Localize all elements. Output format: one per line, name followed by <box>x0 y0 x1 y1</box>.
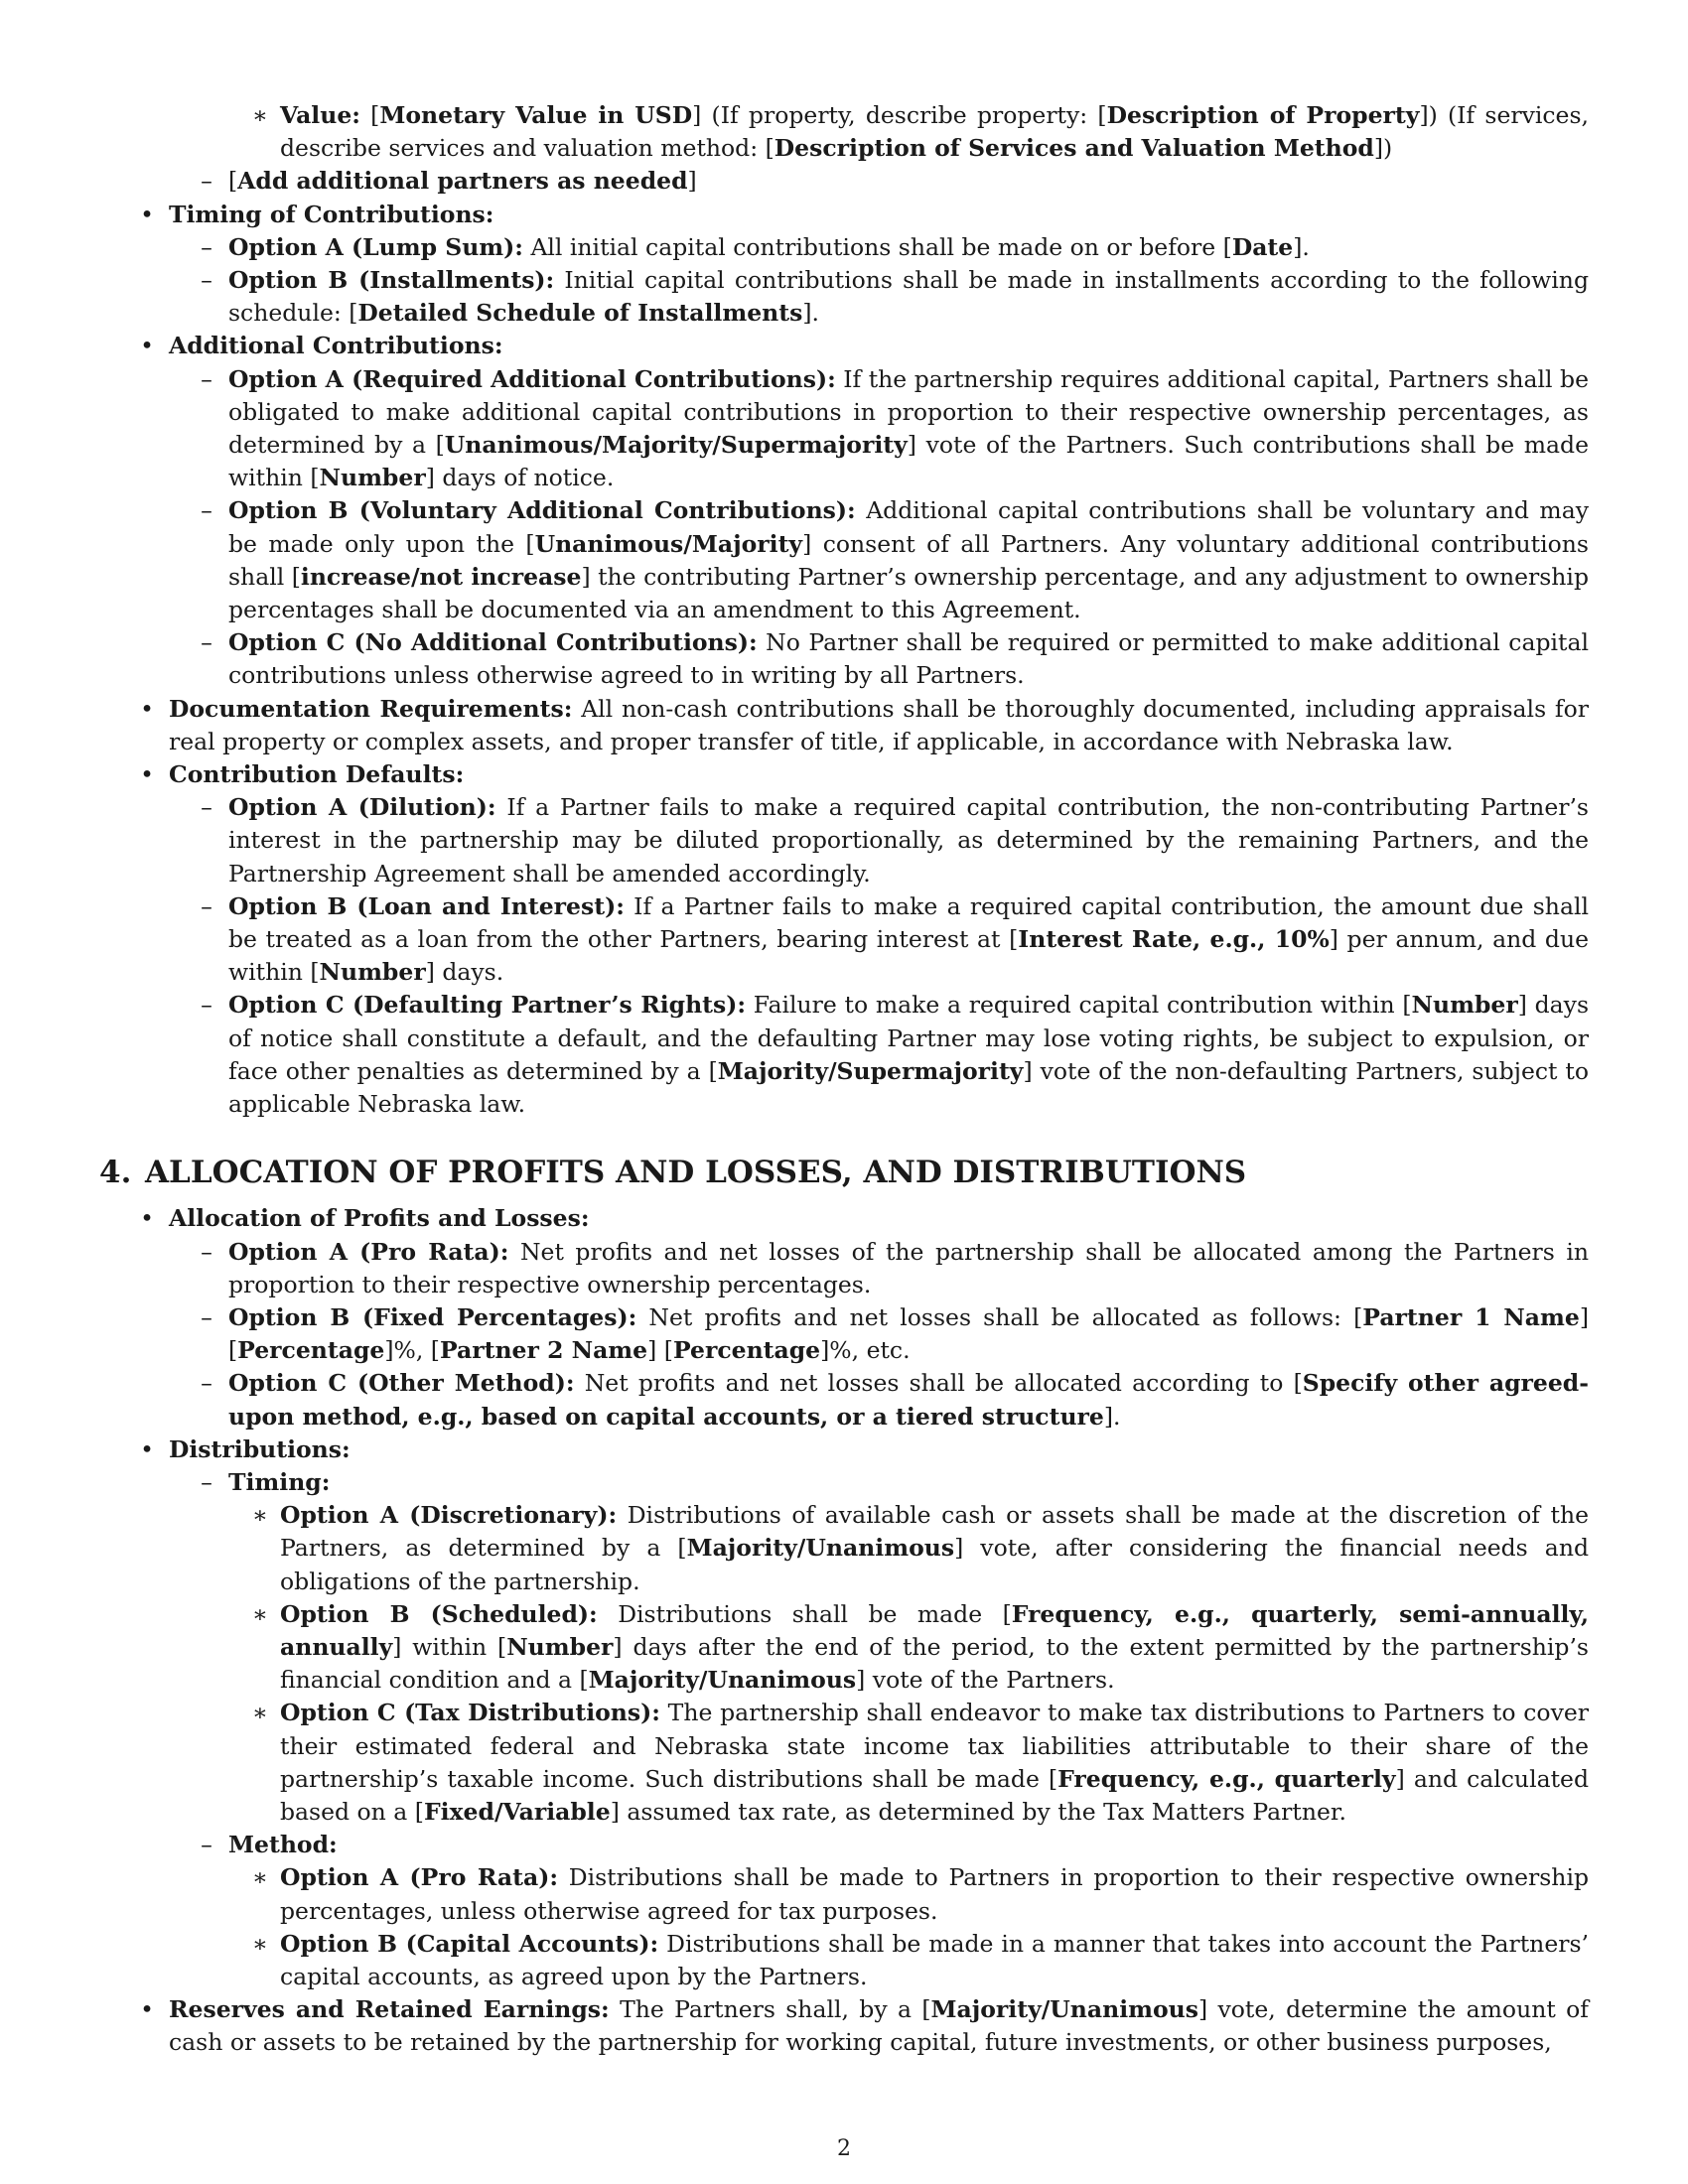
dash-marker: – <box>201 991 212 1020</box>
dash-marker: – <box>201 1467 212 1496</box>
section-title: ALLOCATION OF PROFITS AND LOSSES, AND DISTRIBUTIONS <box>145 1155 1247 1191</box>
dash-marker: – <box>201 496 212 525</box>
star-marker: ∗ <box>252 1699 268 1727</box>
bullet-marker: • <box>140 200 154 228</box>
dash-marker: – <box>201 167 212 196</box>
section-heading <box>99 1151 1589 1194</box>
bullet-marker: • <box>140 760 154 789</box>
timing-option-discretionary: ∗ Option A (Discretionary): Distributions of available cash or assets shall be made at the discretion of the Partners, as determined by a [Majority/Unanimous] vote, after considering the financial needs and obligations of the partnership. <box>99 1499 1589 1598</box>
value-item: ∗ Value: [Monetary Value in USD] (If property, describe property: [Description of Property]) (If services, describe services and valuation method: [Description of Services and Valuation Method]) <box>99 99 1589 165</box>
bullet-marker: • <box>140 694 154 723</box>
timing-option-b: – Option B (Installments): Initial capital contributions shall be made in installments according to the following schedule: [Detailed Schedule of Installments]. <box>99 264 1589 330</box>
timing-option-tax: ∗ Option C (Tax Distributions): The partnership shall endeavor to make tax distributions to Partners to cover their estimated federal and Nebraska state income tax liabilities attributable to their share of the partnership’s taxable income. Such distributions shall be made [Frequency, e.g., quarterly] and calculated based on a [Fixed/Variable] assumed tax rate, as determined by the Tax Matters Partner. <box>99 1697 1589 1829</box>
additional-option-a: – Option A (Required Additional Contributions): If the partnership requires additional capital, Partners shall be obligated to make additional capital contributions in proportion to their respective ownership percentages, as determined by a [Unanimous/Majority/Supermajority] vote of the Partners. Such contributions shall be made within [Number] days of notice. <box>99 363 1589 495</box>
dash-marker: – <box>201 232 212 261</box>
dash-marker: – <box>201 891 212 920</box>
contribution-defaults: • Contribution Defaults: <box>99 758 1589 791</box>
bullet-marker: • <box>140 1204 154 1233</box>
allocation-option-c: – Option C (Other Method): Net profits and net losses shall be allocated according to [Specify other agreed-upon method, e.g., based on capital accounts, or a tiered structure]. <box>99 1367 1589 1433</box>
additional-option-b: – Option B (Voluntary Additional Contributions): Additional capital contributions shall be voluntary and may be made only upon the [Unanimous/Majority] consent of all Partners. Any voluntary additional contributions shall [increase/not increase] the contributing Partner’s ownership percentage, and any adjustment to ownership percentages shall be documented via an amendment to this Agreement. <box>99 494 1589 626</box>
additional-option-c: – Option C (No Additional Contributions): No Partner shall be required or permitted to make additional capital contributions unless otherwise agreed to in writing by all Partners. <box>99 626 1589 692</box>
timing-option-a: – Option A (Lump Sum): All initial capital contributions shall be made on or before [Date]. <box>99 231 1589 264</box>
section-number: 4. <box>99 1155 132 1191</box>
timing-option-scheduled: ∗ Option B (Scheduled): Distributions shall be made [Frequency, e.g., quarterly, semi-annually, annually] within [Number] days after the end of the period, to the extent permitted by the partnership’s financial condition and a [Majority/Unanimous] vote of the Partners. <box>99 1598 1589 1698</box>
page-content <box>99 99 1589 2060</box>
star-marker: ∗ <box>252 1599 268 1628</box>
dash-marker: – <box>201 1369 212 1398</box>
add-partners-item: – [Add additional partners as needed] <box>99 165 1589 198</box>
dash-marker: – <box>201 1302 212 1331</box>
dash-marker: – <box>201 793 212 822</box>
allocation-of-profits: • Allocation of Profits and Losses: <box>99 1202 1589 1235</box>
defaults-option-b: – Option B (Loan and Interest): If a Partner fails to make a required capital contribution, the amount due shall be treated as a loan from the other Partners, bearing interest at [Interest Rate, e.g., 10%] per annum, and due within [Number] days. <box>99 890 1589 990</box>
defaults-option-c: – Option C (Defaulting Partner’s Rights): Failure to make a required capital contribution within [Number] days of notice shall constitute a default, and the defaulting Partner may lose voting rights, be subject to expulsion, or face other penalties as determined by a [Majority/Supermajority] vote of the non-defaulting Partners, subject to applicable Nebraska law. <box>99 989 1589 1121</box>
additional-contributions: • Additional Contributions: <box>99 330 1589 362</box>
bullet-marker: • <box>140 1995 154 2024</box>
documentation-requirements: • Documentation Requirements: All non-cash contributions shall be thoroughly documented, including appraisals for real property or complex assets, and proper transfer of title, if applicable, in accordance with Nebraska law. <box>99 693 1589 758</box>
star-marker: ∗ <box>252 101 268 129</box>
reserves-and-retained-earnings: • Reserves and Retained Earnings: The Partners shall, by a [Majority/Unanimous] vote, determine the amount of cash or assets to be retained by the partnership for working capital, future investments, or other business purposes, <box>99 1993 1589 2059</box>
bullet-marker: • <box>140 1434 154 1463</box>
dash-marker: – <box>201 266 212 295</box>
method-option-capital-accounts: ∗ Option B (Capital Accounts): Distributions shall be made in a manner that takes into account the Partners’ capital accounts, as agreed upon by the Partners. <box>99 1928 1589 1993</box>
page-number: 2 <box>837 2136 851 2161</box>
star-marker: ∗ <box>252 1929 268 1958</box>
distributions: • Distributions: <box>99 1433 1589 1466</box>
distributions-timing: – Timing: <box>99 1466 1589 1499</box>
method-option-pro-rata: ∗ Option A (Pro Rata): Distributions shall be made to Partners in proportion to their respective ownership percentages, unless otherwise agreed for tax purposes. <box>99 1861 1589 1927</box>
defaults-option-a: – Option A (Dilution): If a Partner fails to make a required capital contribution, the non-contributing Partner’s interest in the partnership may be diluted proportionally, as determined by the remaining Partners, and the Partnership Agreement shall be amended accordingly. <box>99 791 1589 890</box>
star-marker: ∗ <box>252 1863 268 1892</box>
star-marker: ∗ <box>252 1501 268 1530</box>
allocation-list <box>99 1202 1589 2059</box>
dash-marker: – <box>201 1237 212 1266</box>
dash-marker: – <box>201 1831 212 1859</box>
dash-marker: – <box>201 628 212 657</box>
dash-marker: – <box>201 364 212 393</box>
allocation-option-b: – Option B (Fixed Percentages): Net profits and net losses shall be allocated as follows: [Partner 1 Name] [Percentage]%, [Partner 2 Name] [Percentage]%, etc. <box>99 1301 1589 1367</box>
bullet-marker: • <box>140 332 154 360</box>
timing-of-contributions: • Timing of Contributions: <box>99 199 1589 231</box>
contributions-list <box>99 99 1589 1121</box>
allocation-option-a: – Option A (Pro Rata): Net profits and net losses of the partnership shall be allocated among the Partners in proportion to their respective ownership percentages. <box>99 1236 1589 1301</box>
distributions-method: – Method: <box>99 1829 1589 1861</box>
